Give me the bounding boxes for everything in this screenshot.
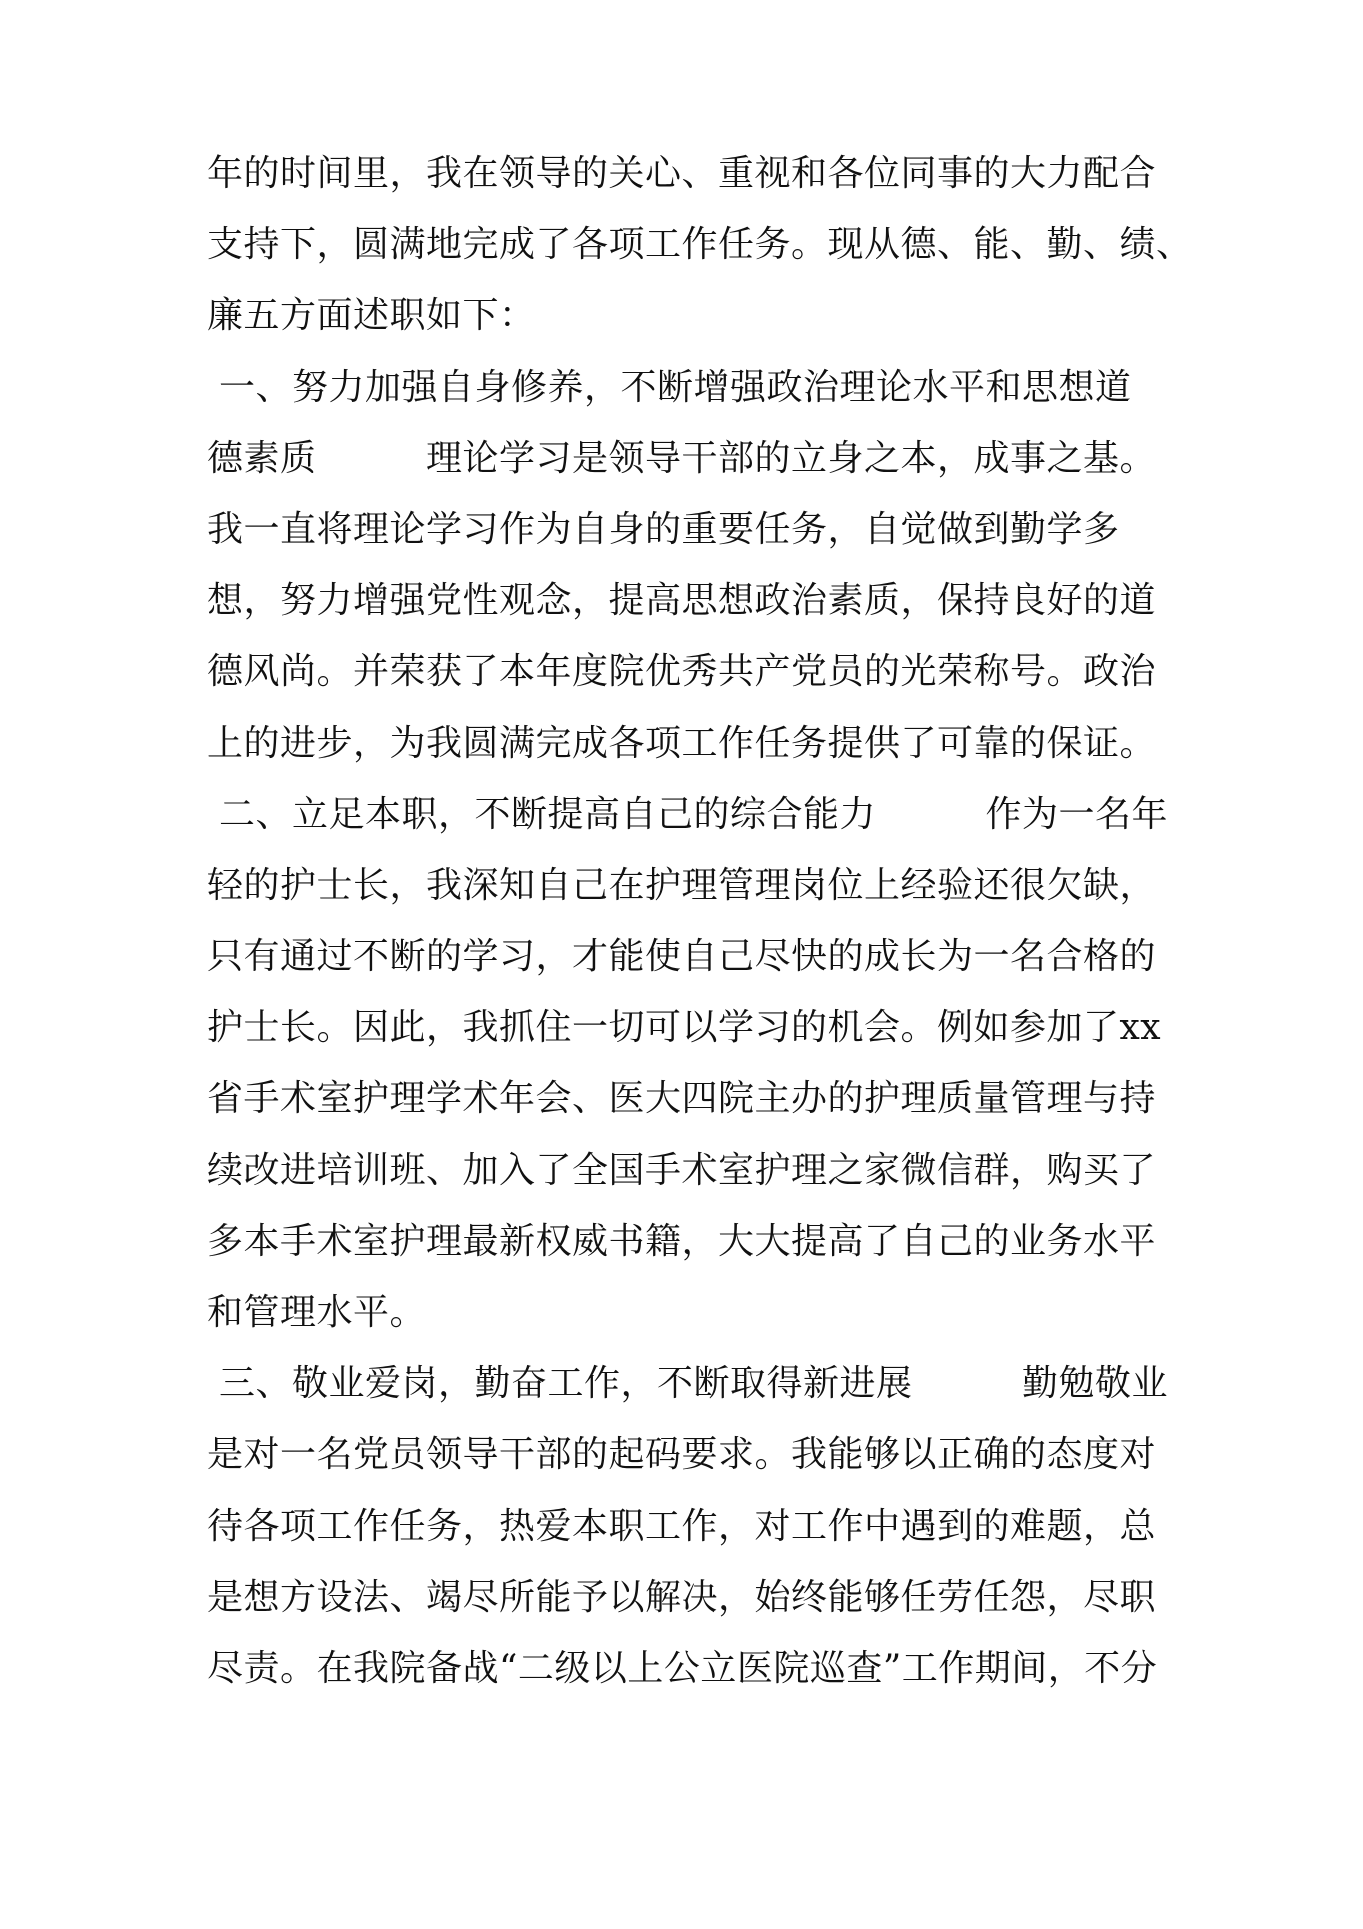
section-heading-3: 三、敬业爱岗，勤奋工作，不断取得新进展 勤勉敬业 <box>207 1363 1168 1405</box>
document-body <box>207 138 1217 1704</box>
text-line: 廉五方面述职如下： <box>207 295 536 337</box>
text-line: 是对一名党员领导干部的起码要求。我能够以正确的态度对 <box>207 1434 1157 1476</box>
text-line: 尽责。在我院备战“二级以上公立医院巡查”工作期间，不分 <box>207 1647 1158 1689</box>
text-line: 和管理水平。 <box>207 1292 427 1333</box>
section-heading-1: 一、努力加强自身修养，不断增强政治理论水平和思想道 <box>207 366 1132 408</box>
text-line: 只有通过不断的学习，才能使自己尽快的成长为一名合格的 <box>207 936 1157 978</box>
text-line: 支持下，圆满地完成了各项工作任务。现从德、能、勤、绩、 <box>207 224 1193 266</box>
text-line: 想，努力增强党性观念，提高思想政治素质，保持良好的道 <box>207 580 1157 622</box>
text-line: 省手术室护理学术年会、医大四院主办的护理质量管理与持 <box>207 1078 1157 1120</box>
text-line: 续改进培训班、加入了全国手术室护理之家微信群，购买了 <box>207 1149 1157 1191</box>
text-line: 是想方设法、竭尽所能予以解决，始终能够任劳任怨，尽职 <box>207 1576 1157 1618</box>
text-line: 护士长。因此，我抓住一切可以学习的机会。例如参加了xx <box>207 1007 1162 1049</box>
section-heading-2: 二、立足本职，不断提高自己的综合能力 作为一名年 <box>207 793 1168 835</box>
text-line: 轻的护士长，我深知自己在护理管理岗位上经验还很欠缺， <box>207 864 1157 906</box>
text-line: 上的进步，为我圆满完成各项工作任务提供了可靠的保证。 <box>207 722 1157 764</box>
text-line: 我一直将理论学习作为自身的重要任务，自觉做到勤学多 <box>207 508 1120 550</box>
text-line: 年的时间里，我在领导的关心、重视和各位同事的大力配合 <box>207 153 1157 194</box>
text-line: 德风尚。并荣获了本年度院优秀共产党员的光荣称号。政治 <box>207 651 1157 693</box>
text-line: 待各项工作任务，热爱本职工作，对工作中遇到的难题，总 <box>207 1505 1157 1547</box>
text-line: 德素质 理论学习是领导干部的立身之本，成事之基。 <box>207 437 1157 479</box>
text-line: 多本手术室护理最新权威书籍，大大提高了自己的业务水平 <box>207 1220 1157 1262</box>
